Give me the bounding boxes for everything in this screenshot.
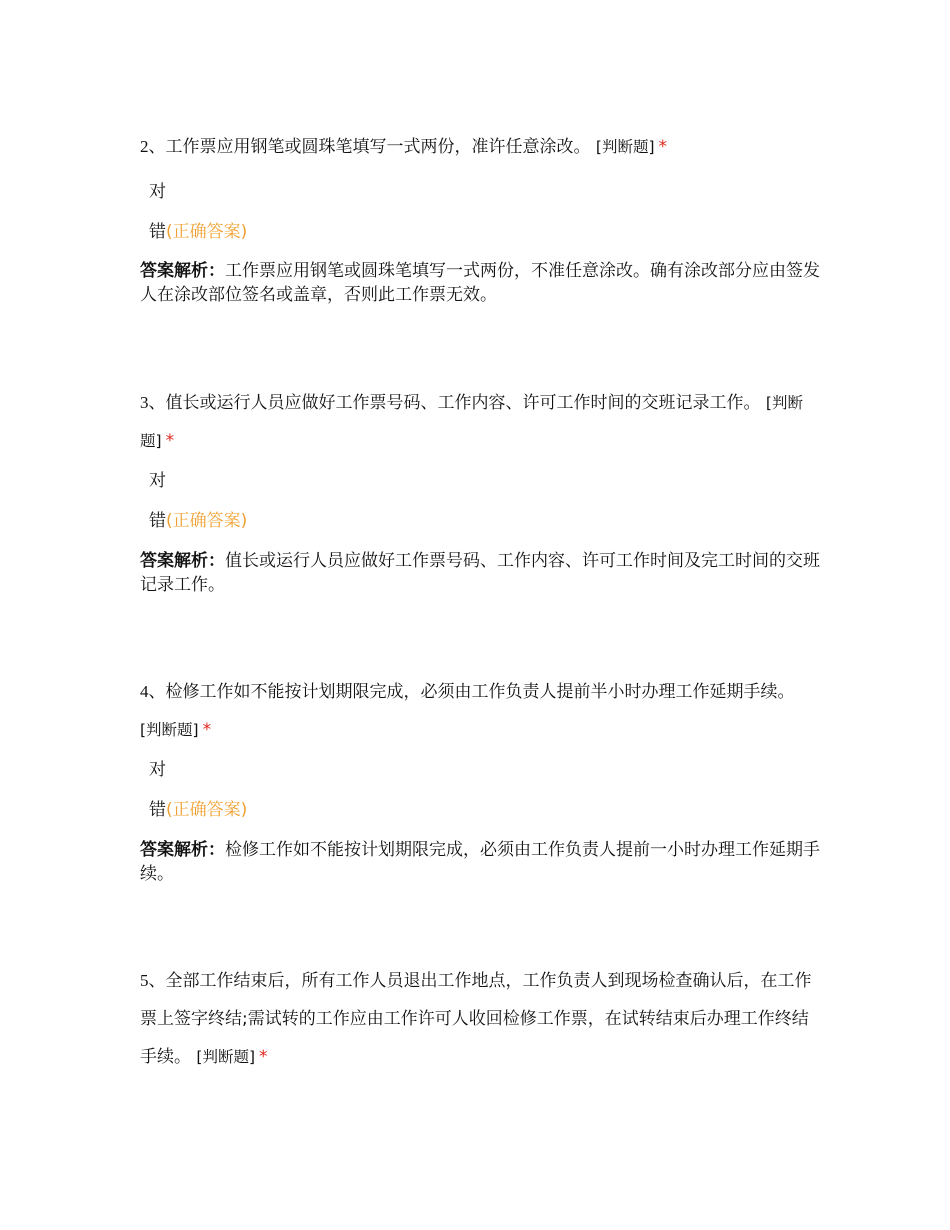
required-mark: * [259,1047,268,1067]
question-title [140,384,820,460]
option-label: 对 [149,760,166,780]
question-type-label: [判断题] [140,721,199,739]
question-number: 2 [140,137,149,156]
question-number: 5 [140,971,149,990]
answer-analysis [140,838,820,886]
required-mark: * [658,137,668,157]
required-mark: * [165,431,175,451]
option-label: 错 [149,800,166,820]
correct-answer-tag: (正确答案) [166,222,248,242]
option-label: 对 [149,471,166,491]
analysis-label: 答案解析： [140,840,225,860]
question-text: 检修工作如不能按计划期限完成，必须由工作负责人提前半小时办理工作延期手续。 [165,682,795,702]
question-separator: 、 [148,137,166,157]
option-label: 错 [149,222,166,242]
option-true[interactable] [149,470,166,492]
question-separator: 、 [148,393,166,413]
question-title [140,962,820,1076]
correct-answer-tag: (正确答案) [166,800,248,820]
question-number: 3 [140,393,149,412]
question-type-label: [判断题] [196,1048,256,1066]
question-5 [140,962,820,1076]
question-4 [140,673,820,884]
question-separator: 、 [148,682,166,702]
question-number: 4 [140,682,149,701]
question-3 [140,384,820,595]
answer-analysis [140,259,820,307]
option-true[interactable] [149,181,166,203]
correct-answer-tag: (正确答案) [166,511,248,531]
analysis-text: 值长或运行人员应做好工作票号码、工作内容、许可工作时间及完工时间的交班记录工作。 [140,551,820,595]
question-text: 值长或运行人员应做好工作票号码、工作内容、许可工作时间的交班记录工作。 [165,393,761,413]
option-label: 错 [149,511,166,531]
question-title [140,132,820,162]
option-false[interactable] [149,799,247,821]
required-mark: * [202,720,212,740]
analysis-text: 工作票应用钢笔或圆珠笔填写一式两份，不准任意涂改。确有涂改部分应由签发人在涂改部位签名或盖章，否则此工作票无效。 [140,261,820,305]
question-type-label: [判断题] [140,394,803,450]
question-title [140,673,820,749]
option-false[interactable] [149,221,247,243]
analysis-text: 检修工作如不能按计划期限完成，必须由工作负责人提前一小时办理工作延期手续。 [140,840,820,884]
question-type-label: [判断题] [595,138,655,156]
analysis-label: 答案解析： [140,551,225,571]
option-false[interactable] [149,510,247,532]
analysis-label: 答案解析： [140,261,225,281]
option-label: 对 [149,182,166,202]
question-text: 工作票应用钢笔或圆珠笔填写一式两份，准许任意涂改。 [165,137,591,157]
answer-analysis [140,549,820,597]
question-separator: 、 [148,971,166,991]
question-text: 全部工作结束后，所有工作人员退出工作地点，工作负责人到现场检查确认后，在工作票上签字终结;需试转的工作应由工作许可人收回检修工作票，在试转结束后办理工作终结手续。 [140,971,812,1067]
question-2 [140,132,820,305]
option-true[interactable] [149,759,166,781]
